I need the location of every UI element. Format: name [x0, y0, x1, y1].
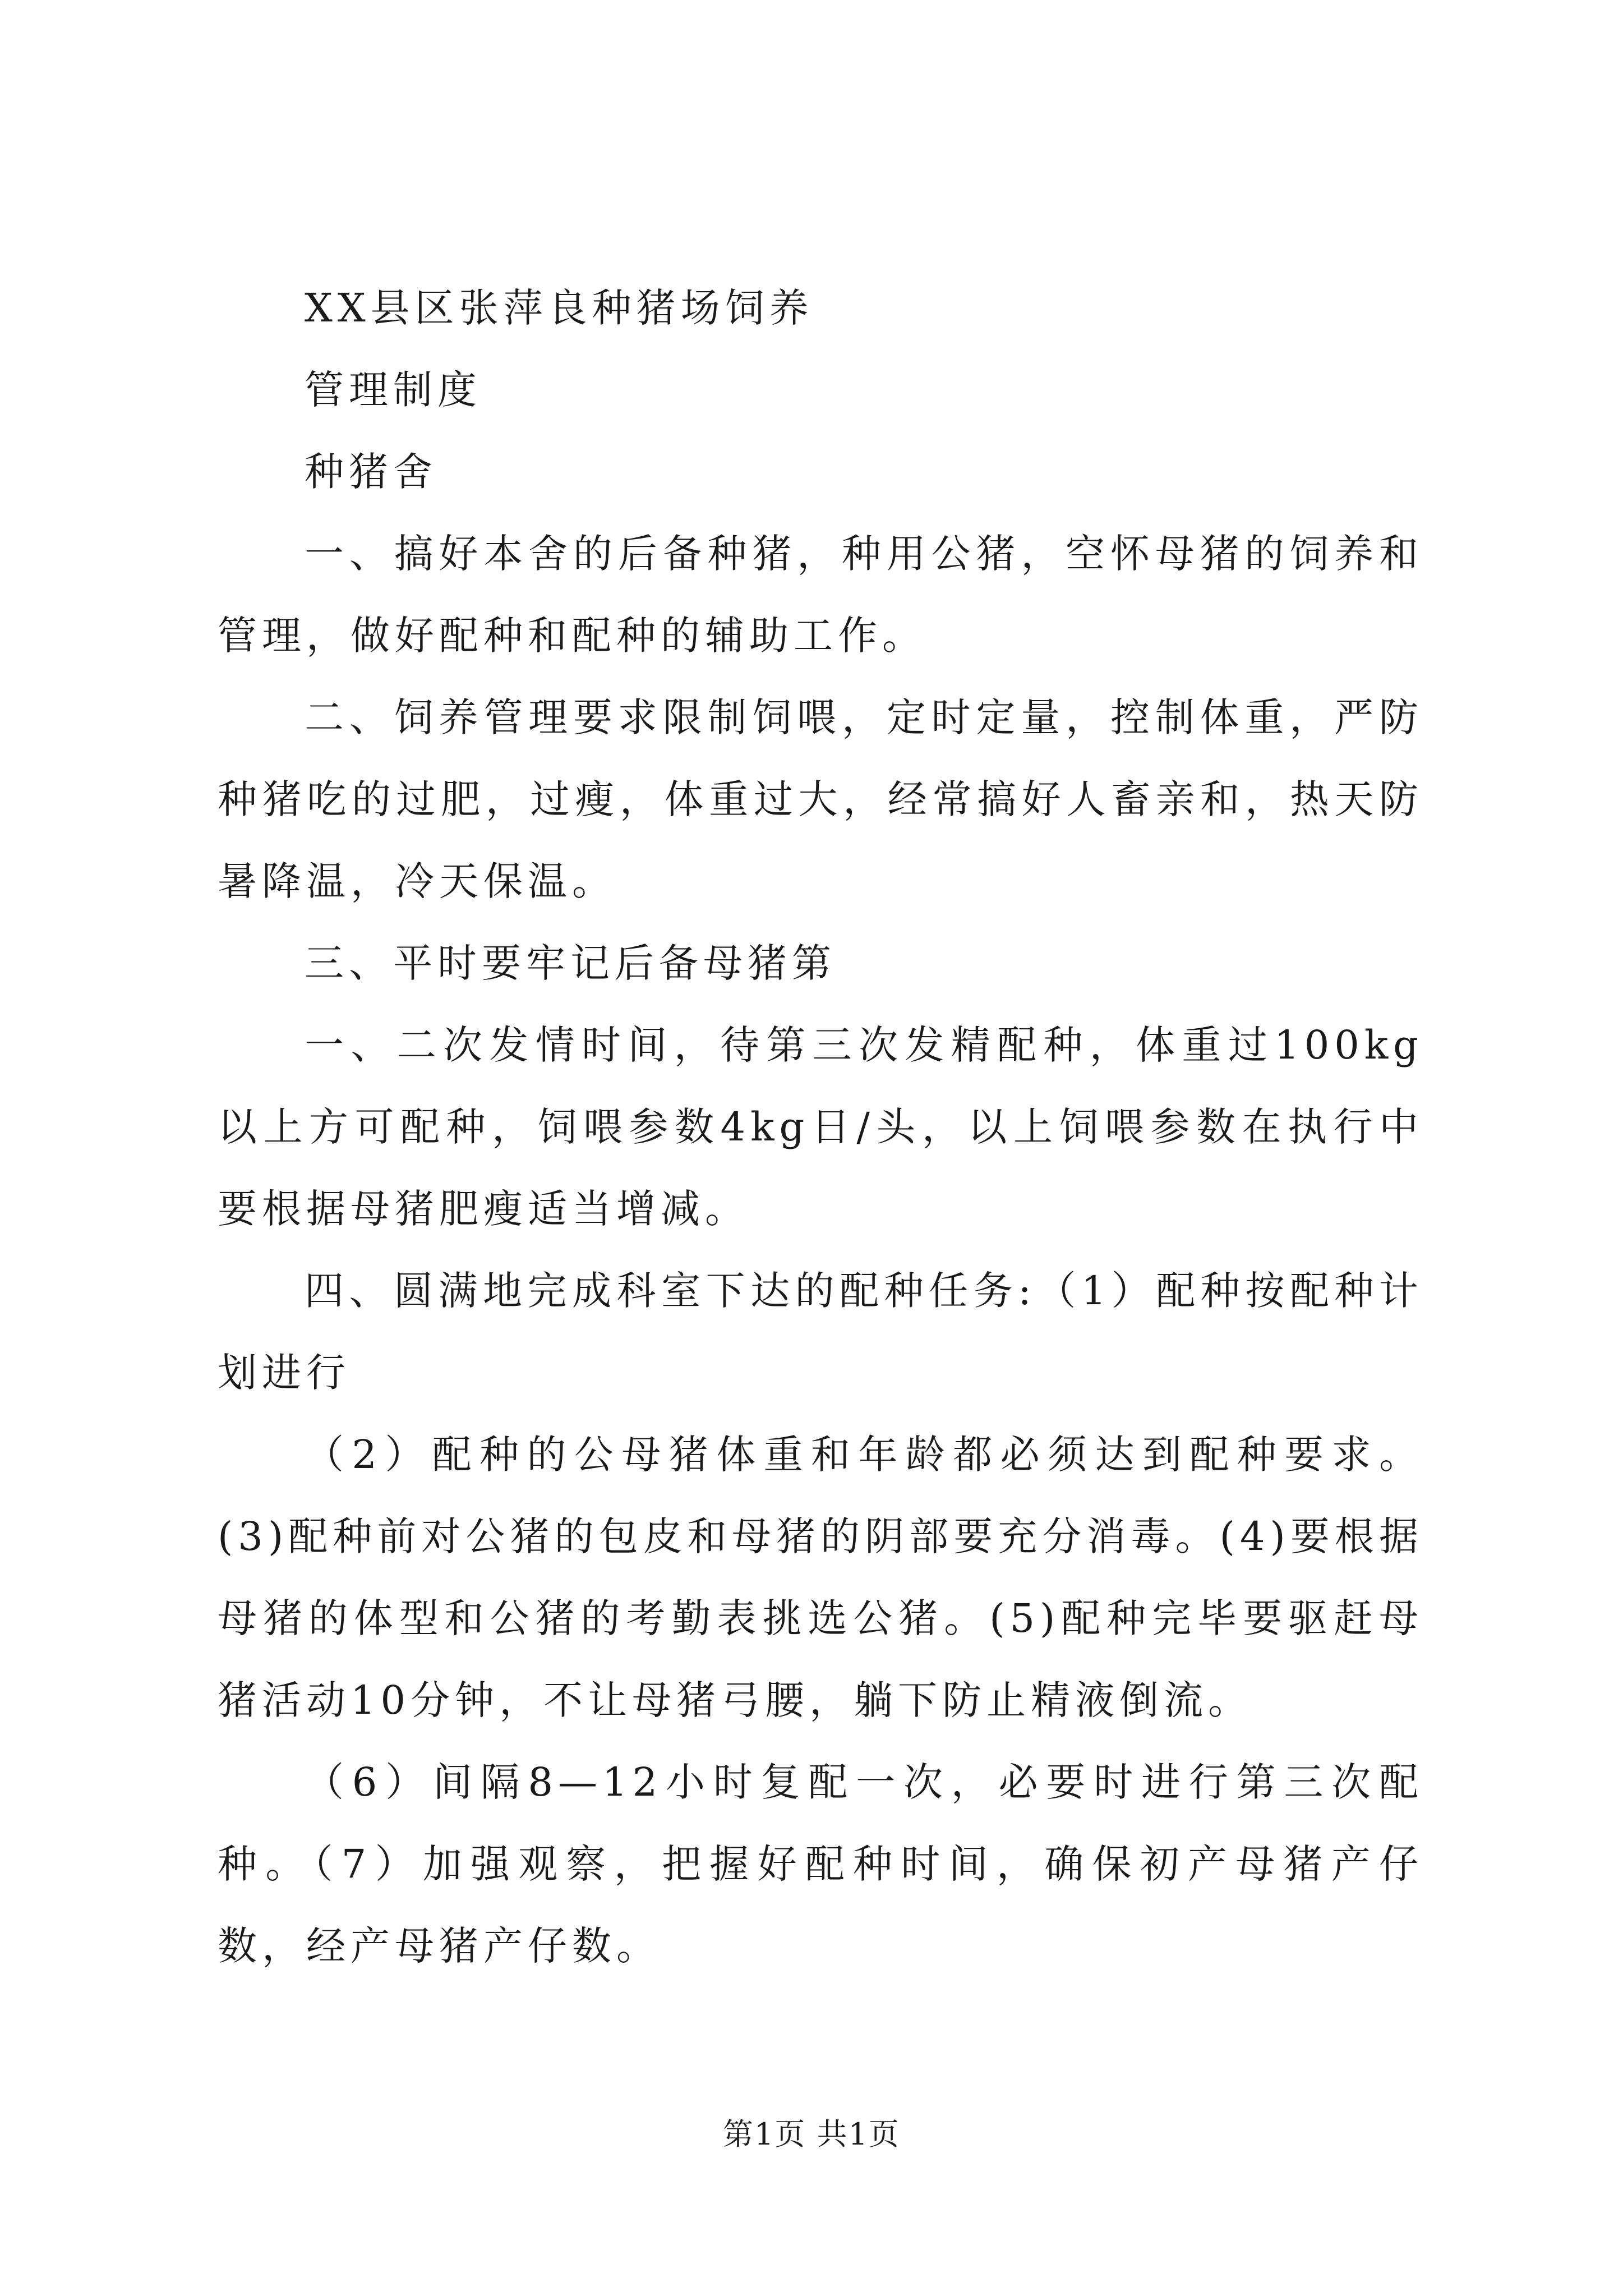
page-number-footer: 第1页 共1页 — [723, 2116, 900, 2152]
paragraph-item-1: 一、搞好本舍的后备种猪，种用公猪，空怀母猪的饲养和管理，做好配种和配种的辅助工作。 — [218, 531, 1423, 659]
paragraph-item-4: 四、圆满地完成科室下达的配种任务:（1）配种按配种计划进行 — [218, 1268, 1423, 1396]
document-body — [218, 267, 1423, 1987]
paragraph-item-2: 二、饲养管理要求限制饲喂，定时定量，控制体重，严防种猪吃的过肥，过瘦，体重过大，经常搞好人畜亲和，热天防暑降温，冷天保温。 — [218, 694, 1423, 904]
section-heading: 种猪舍 — [305, 449, 437, 495]
paragraph-item-3: 三、平时要牢记后备母猪第 — [305, 940, 836, 986]
paragraph-item-3-continued: 一、二次发情时间，待第三次发精配种，体重过100kg以上方可配种，饲喂参数4kg日/头，以上饲喂参数在执行中要根据母猪肥瘦适当增减。 — [218, 1022, 1423, 1232]
document-title-line-2: 管理制度 — [305, 367, 482, 413]
paragraph-item-4-sub-2-5: （2）配种的公母猪体重和年龄都必须达到配种要求。(3)配种前对公猪的包皮和母猪的阴部要充分消毒。(4)要根据母猪的体型和公猪的考勤表挑选公猪。(5)配种完毕要驱赶母猪活动10分钟，不让母猪弓腰，躺下防止精液倒流。 — [218, 1432, 1423, 1723]
paragraph-item-4-sub-6-7: （6）间隔8—12小时复配一次，必要时进行第三次配种。（7）加强观察，把握好配种时间，确保初产母猪产仔数，经产母猪产仔数。 — [218, 1759, 1423, 1969]
document-title-line-1: XX县区张萍良种猪场饲养 — [305, 285, 814, 331]
